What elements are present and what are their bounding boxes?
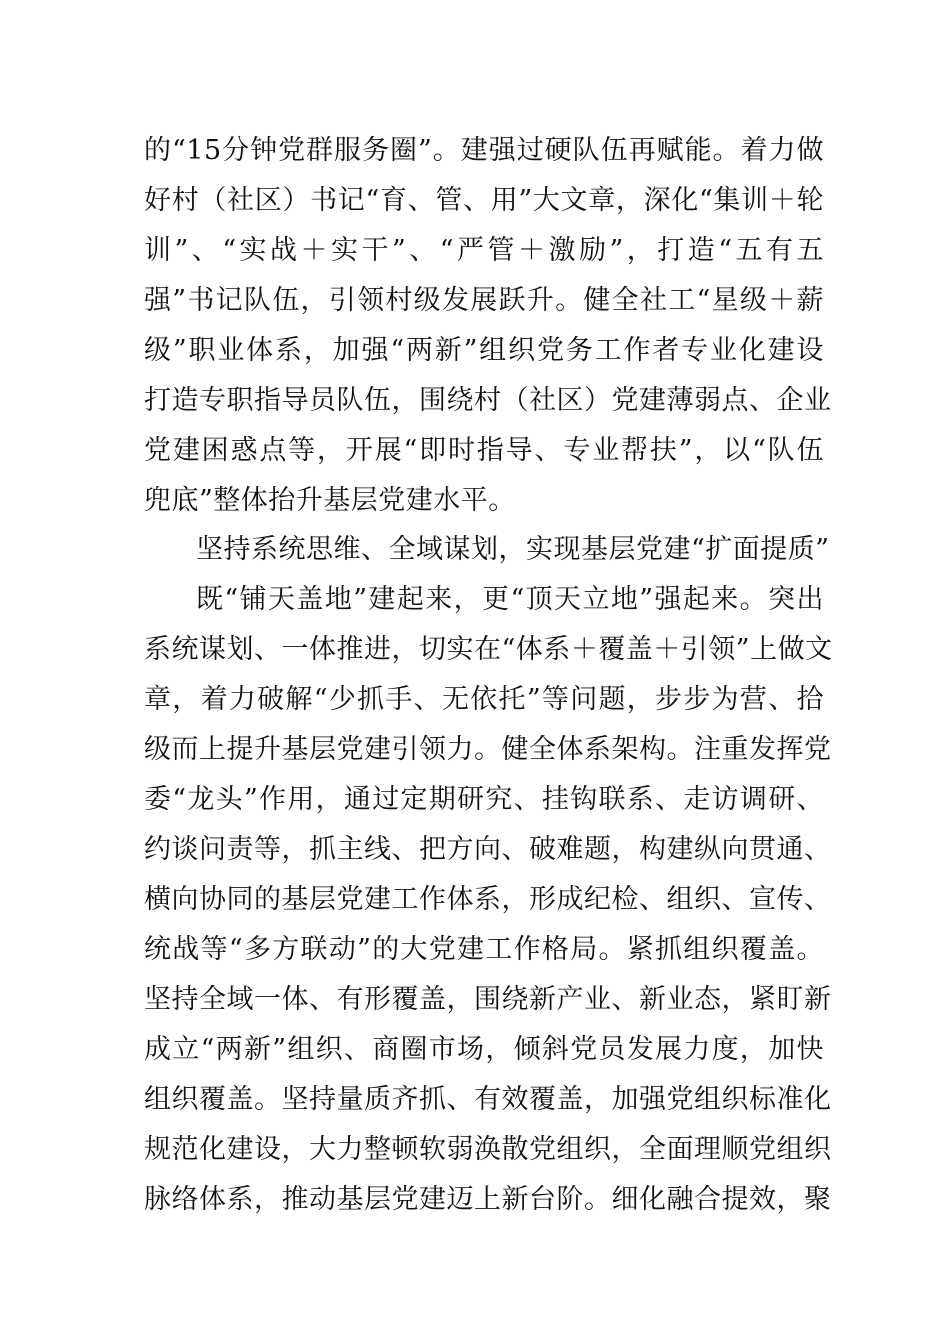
text-line: 成立“两新”组织、商圈市场，倾斜党员发展力度，加快 bbox=[144, 1034, 824, 1065]
text-line: 训”、“实战＋实干”、“严管＋激励”，打造“五有五 bbox=[144, 235, 824, 266]
text-line: 兜底”整体抬升基层党建水平。 bbox=[144, 485, 516, 516]
text-line: 打造专职指导员队伍，围绕村（社区）党建薄弱点、企业 bbox=[144, 385, 832, 416]
text-line: 委“龙头”作用，通过定期研究、挂钩联系、走访调研、 bbox=[144, 784, 824, 815]
text-line: 章，着力破解“少抓手、无依托”等问题，步步为营、拾 bbox=[144, 684, 824, 715]
text-line: 级”职业体系，加强“两新”组织党务工作者专业化建设 bbox=[144, 335, 824, 366]
text-line: 级而上提升基层党建引领力。健全体系架构。注重发挥党 bbox=[144, 734, 832, 765]
text-line: 的“15分钟党群服务圈”。建强过硬队伍再赋能。着力做 bbox=[144, 135, 824, 166]
text-line: 组织覆盖。坚持量质齐抓、有效覆盖，加强党组织标准化 bbox=[144, 1084, 832, 1115]
text-line: 系统谋划、一体推进，切实在“体系＋覆盖＋引领”上做文 bbox=[144, 634, 833, 665]
text-line: 既“铺天盖地”建起来，更“顶天立地”强起来。突出 bbox=[196, 584, 824, 615]
text-line: 好村（社区）书记“育、管、用”大文章，深化“集训＋轮 bbox=[144, 185, 824, 216]
text-line: 党建困惑点等，开展“即时指导、专业帮扶”，以“队伍 bbox=[144, 435, 824, 466]
text-line: 规范化建设，大力整顿软弱涣散党组织，全面理顺党组织 bbox=[144, 1134, 832, 1165]
text-line: 横向协同的基层党建工作体系，形成纪检、组织、宣传、 bbox=[144, 884, 832, 915]
text-line: 统战等“多方联动”的大党建工作格局。紧抓组织覆盖。 bbox=[144, 934, 824, 965]
section-heading: 坚持系统思维、全域谋划，实现基层党建“扩面提质” bbox=[196, 534, 830, 565]
text-line: 约谈问责等，抓主线、把方向、破难题，构建纵向贯通、 bbox=[144, 834, 832, 865]
text-line: 强”书记队伍，引领村级发展跃升。健全社工“星级＋薪 bbox=[144, 285, 824, 316]
text-line: 坚持全域一体、有形覆盖，围绕新产业、新业态，紧盯新 bbox=[144, 984, 832, 1015]
text-line: 脉络体系，推动基层党建迈上新台阶。细化融合提效，聚 bbox=[144, 1184, 832, 1215]
